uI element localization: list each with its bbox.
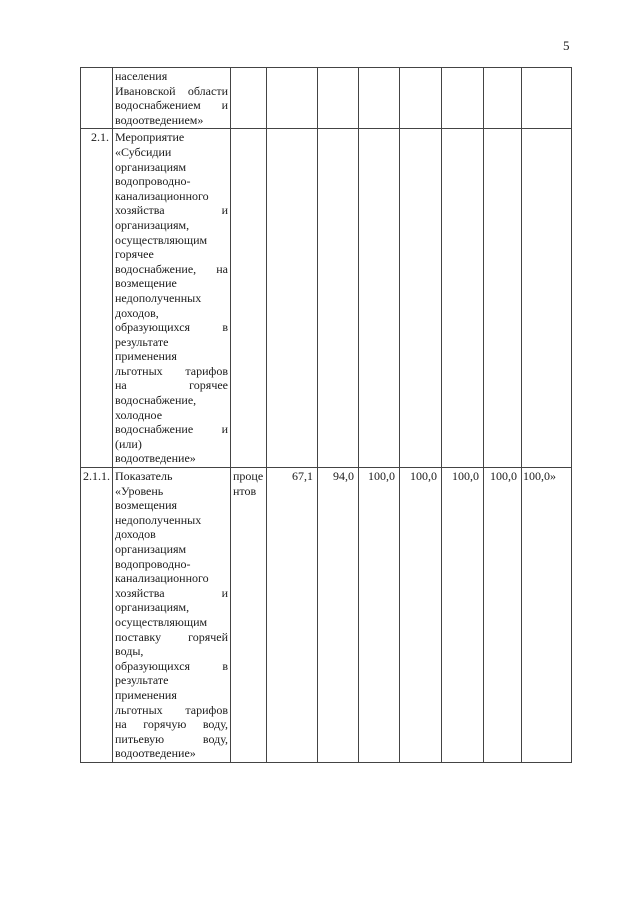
- value-cell: [400, 68, 442, 129]
- name-line: водоотведение»: [115, 746, 196, 761]
- name-line: на горячую воду,: [115, 717, 228, 732]
- name-line: Мероприятие: [115, 130, 185, 145]
- unit-line: нтов: [233, 483, 257, 498]
- unit-cell: [231, 129, 267, 468]
- name-line: холодное: [115, 407, 163, 422]
- value-cell: 67,1: [267, 468, 318, 763]
- unit-line: проце: [233, 469, 264, 484]
- name-line: «Уровень: [115, 483, 164, 498]
- name-line: водоснабжение,: [115, 393, 197, 408]
- value-cell: [400, 129, 442, 468]
- table-row: [81, 468, 572, 763]
- name-line: водоотведением»: [115, 112, 204, 127]
- name-line: возмещение: [115, 276, 177, 291]
- name-line: воды,: [115, 644, 144, 659]
- indicators-table: [80, 67, 572, 763]
- name-line: осуществляющим: [115, 614, 208, 629]
- name-line: населения: [115, 69, 168, 83]
- name-line: горячее: [115, 247, 154, 262]
- name-line: водоснабжением и: [115, 98, 228, 113]
- name-line: организациям: [115, 542, 187, 556]
- value-cell: 100,0: [359, 468, 400, 763]
- value-cell: 100,0: [484, 468, 522, 763]
- name-line: питьевую воду,: [115, 731, 228, 746]
- name-line: образующихся в: [115, 658, 228, 673]
- unit-cell: [231, 68, 267, 129]
- name-line: льготных тарифов: [115, 702, 228, 717]
- name-line: возмещения: [115, 498, 178, 513]
- value-cell: [522, 68, 572, 129]
- name-line: хозяйства и: [115, 203, 228, 218]
- name-line: поставку горячей: [115, 629, 228, 644]
- row-number-cell: 2.1.1.: [81, 468, 113, 763]
- name-line: Ивановской области: [115, 83, 228, 98]
- row-number-cell: [81, 68, 113, 129]
- value-cell: 94,0: [318, 468, 359, 763]
- value-cell: [267, 68, 318, 129]
- name-line: на горячее: [115, 378, 228, 393]
- name-line: доходов,: [115, 305, 159, 320]
- table-row: [81, 129, 572, 468]
- name-line: применения: [115, 349, 177, 364]
- indicator-name-cell: [113, 129, 231, 468]
- value-cell: [484, 129, 522, 468]
- page-number: 5: [563, 38, 570, 53]
- name-line: организациям: [115, 159, 187, 174]
- value-cell: [359, 68, 400, 129]
- name-line: осуществляющим: [115, 232, 208, 247]
- name-line: недополученных: [115, 290, 202, 305]
- unit-cell: [231, 468, 267, 763]
- value-cell: 100,0: [400, 468, 442, 763]
- name-line: результате: [115, 673, 169, 688]
- name-line: организациям,: [115, 600, 190, 615]
- value-cell: [318, 129, 359, 468]
- name-line: льготных тарифов: [115, 363, 228, 378]
- name-line: применения: [115, 687, 177, 702]
- name-line: водоснабжение и: [115, 422, 228, 437]
- row-number-cell: 2.1.: [81, 129, 113, 468]
- name-line: доходов: [115, 527, 156, 542]
- name-line: «Субсидии: [115, 144, 172, 159]
- value-cell: [442, 129, 484, 468]
- name-line: недополученных: [115, 512, 202, 527]
- name-line: канализационного: [115, 188, 209, 203]
- value-cell: [484, 68, 522, 129]
- name-line: образующихся в: [115, 320, 228, 335]
- name-line: водоснабжение, на: [115, 261, 228, 276]
- value-cell: [359, 129, 400, 468]
- name-line: результате: [115, 334, 169, 349]
- indicator-name-cell: [113, 468, 231, 763]
- name-line: Показатель: [115, 469, 173, 484]
- value-cell: [318, 68, 359, 129]
- value-cell: [522, 129, 572, 468]
- value-cell: [442, 68, 484, 129]
- name-line: хозяйства и: [115, 585, 228, 600]
- name-line: организациям,: [115, 217, 190, 232]
- name-line: водопроводно-: [115, 174, 191, 189]
- value-cell: 100,0»: [522, 468, 572, 763]
- name-line: водоотведение»: [115, 451, 196, 466]
- table-row: [81, 68, 572, 129]
- value-cell: [267, 129, 318, 468]
- table-body: [81, 68, 572, 763]
- indicator-name-cell: [113, 68, 231, 129]
- name-line: (или): [115, 436, 142, 451]
- name-line: водопроводно-: [115, 556, 191, 571]
- value-cell: 100,0: [442, 468, 484, 763]
- name-line: канализационного: [115, 571, 209, 586]
